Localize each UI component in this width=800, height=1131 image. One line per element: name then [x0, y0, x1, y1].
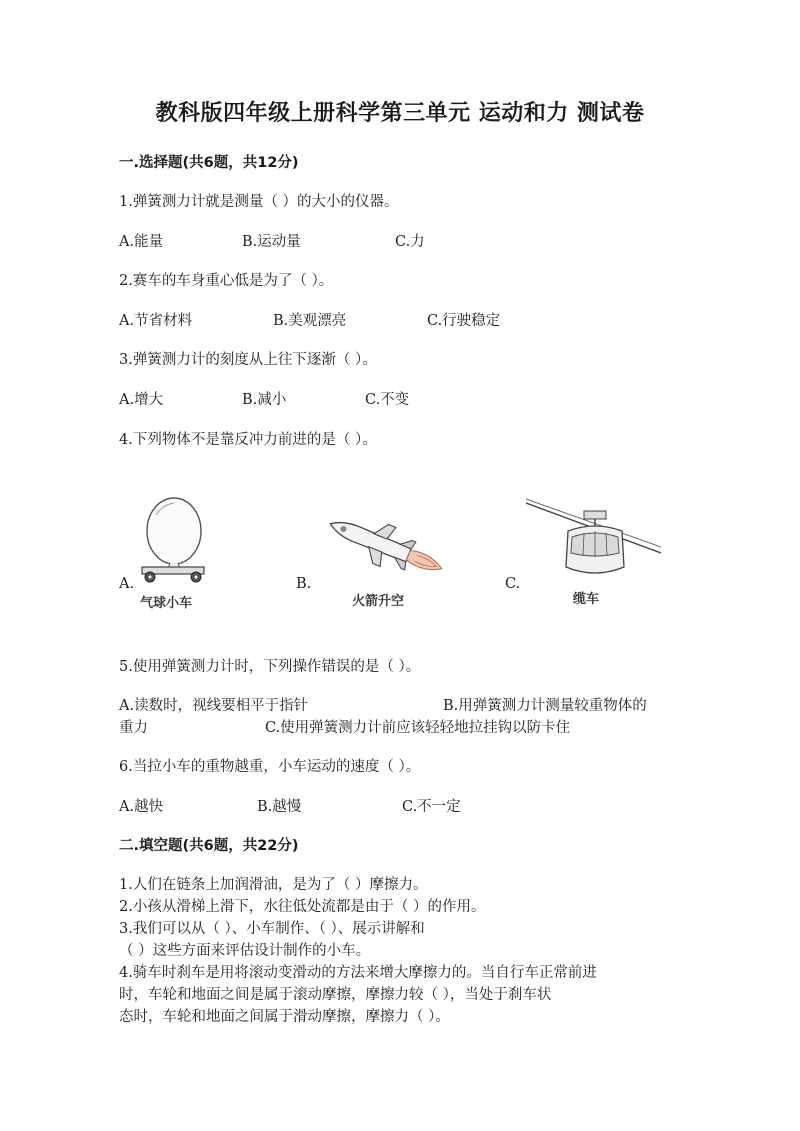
q2-option-b: B.美观漂亮	[273, 313, 347, 329]
q5-option-c: C.使用弹簧测力计前应该轻轻地拉挂钩以防卡住	[265, 720, 571, 736]
fill-line-4: （ ）这些方面来评估设计制作的小车。	[119, 943, 371, 959]
rocket-icon	[318, 512, 458, 582]
q6-option-a: A.越快	[119, 799, 164, 815]
fill-line-1: 1.人们在链条上加润滑油，是为了（ ）摩擦力。	[119, 877, 428, 893]
fill-line-3: 3.我们可以从（ ）、小车制作、（ ）、展示讲解和	[119, 921, 425, 937]
section-heading-choice: 一.选择题(共6题，共12分)	[119, 155, 299, 171]
q5-option-a: A.读数时，视线要相平于指针	[119, 698, 309, 714]
q1-option-c: C.力	[395, 234, 425, 250]
caption-rocket: 火箭升空	[352, 594, 405, 609]
q4-option-c: C.	[505, 576, 521, 592]
balloon-car-icon	[134, 495, 214, 585]
question-4: 4.下列物体不是靠反冲力前进的是（ ）。	[119, 432, 377, 448]
q4-option-b: B.	[296, 576, 312, 592]
q4-option-a: A.	[119, 576, 135, 592]
q1-option-a: A.能量	[119, 234, 164, 250]
q6-option-b: B.越慢	[257, 799, 302, 815]
page-title: 教科版四年级上册科学第三单元 运动和力 测试卷	[155, 101, 645, 126]
q3-option-b: B.减小	[242, 392, 287, 408]
caption-cable-car: 缆车	[573, 592, 600, 607]
cable-car-icon	[526, 497, 661, 585]
section-heading-fill: 二.填空题(共6题，共22分)	[119, 838, 299, 854]
q6-option-c: C.不一定	[402, 799, 461, 815]
q3-option-a: A.增大	[119, 392, 164, 408]
q2-option-c: C.行驶稳定	[427, 313, 501, 329]
q5-option-b-cont: 重力	[119, 720, 148, 736]
fill-line-2: 2.小孩从滑梯上滑下，水往低处流都是由于（ ）的作用。	[119, 899, 486, 915]
q1-option-b: B.运动量	[242, 234, 301, 250]
q3-option-c: C.不变	[365, 392, 410, 408]
question-5: 5.使用弹簧测力计时，下列操作错误的是（ ）。	[119, 659, 421, 675]
fill-line-7: 态时，车轮和地面之间属于滑动摩擦，摩擦力（ ）。	[119, 1009, 450, 1025]
question-1: 1.弹簧测力计就是测量（ ）的大小的仪器。	[119, 194, 399, 210]
caption-balloon-car: 气球小车	[140, 596, 193, 611]
fill-line-6: 时，车轮和地面之间是属于滚动摩擦，摩擦力较（ ），当处于刹车状	[119, 987, 552, 1003]
question-2: 2.赛车的车身重心低是为了（ ）。	[119, 273, 334, 289]
q2-option-a: A.节省材料	[119, 313, 193, 329]
question-3: 3.弹簧测力计的刻度从上往下逐渐（ ）。	[119, 352, 377, 368]
q5-option-b: B.用弹簧测力计测量较重物体的	[443, 698, 647, 714]
fill-line-5: 4.骑车时刹车是用将滚动变滑动的方法来增大摩擦力的。当自行车正常前进	[119, 965, 597, 981]
question-6: 6.当拉小车的重物越重，小车运动的速度（ ）。	[119, 759, 421, 775]
